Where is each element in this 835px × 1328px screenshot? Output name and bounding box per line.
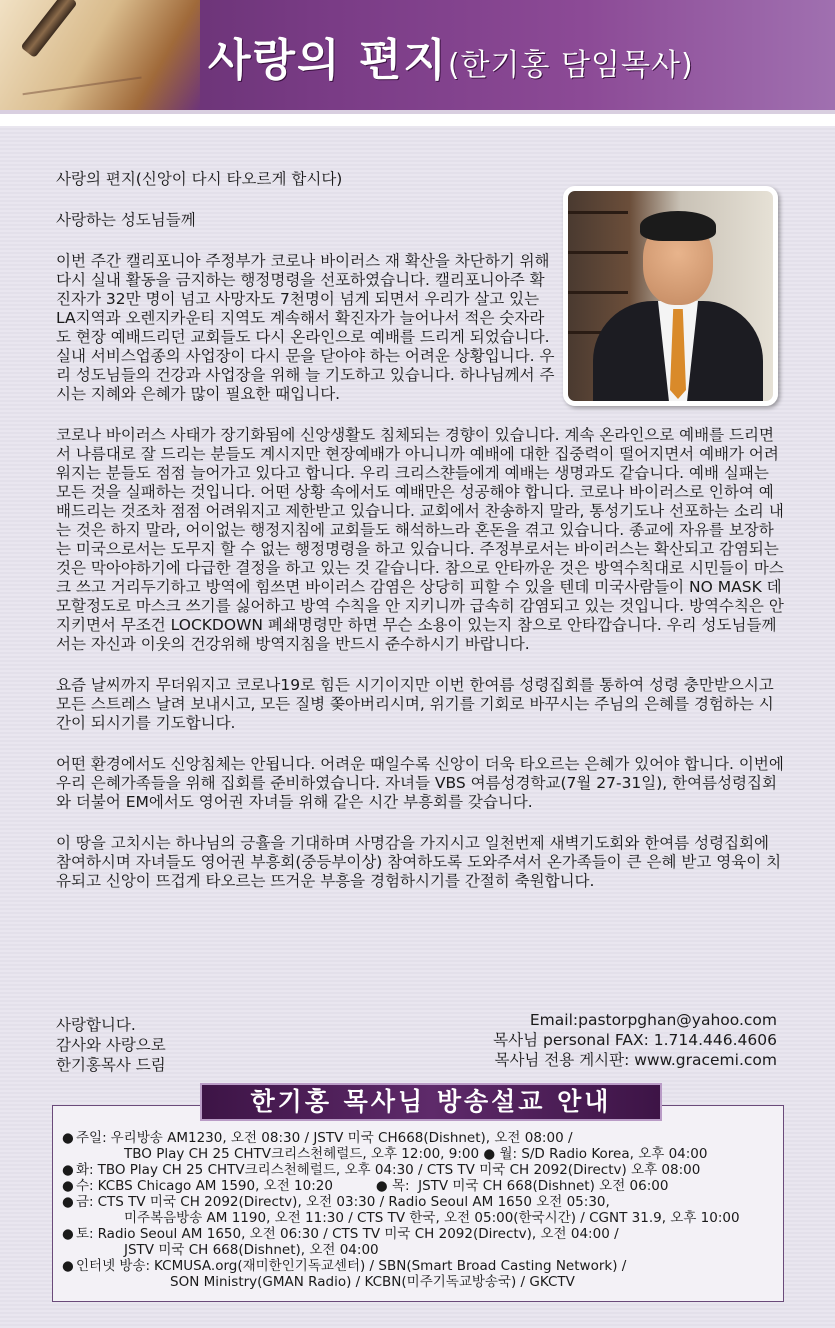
bullet-icon: ● — [62, 1178, 74, 1194]
bullet-icon: ● — [62, 1258, 74, 1274]
schedule-day: 토: — [76, 1226, 94, 1242]
closing-line: 사랑합니다. — [56, 1016, 136, 1034]
letter-closing — [56, 1015, 166, 1075]
page-title — [208, 24, 694, 88]
fountain-pen-icon — [20, 0, 77, 58]
schedule-row — [62, 1258, 782, 1290]
letter-paragraph: 이번 주간 캘리포니아 주정부가 코로나 바이러스 재 확산을 차단하기 위해 다시 실내 활동을 금지하는 행정명령을 선포하였습니다. 캘리포니아주 확진자가 32만 명이 넘고 사망자도 7천명이 넘게 되면서 우리가 살고 있는 LA지역과 오렌지카운티 지역도 계속해서 확진자가 늘어나서 적은 숫자라도 현장 예배드리던 교회들도 다시 온라인으로 예배를 드리게 되었습니다. 실내 서비스업종의 사업장이 다시 문을 닫아야 하는 어려운 상황입니다. 우리 성도님들의 건강과 사업장을 위해 늘 기도하고 있습니다. 하나님께서 주시는 지혜와 은혜가 많이 필요한 때입니다. — [56, 252, 555, 403]
schedule-text-cont: TBO Play CH 25 CHTV크리스천헤럴드, 오후 12:00, 9:00 ● 월: S/D Radio Korea, 오후 04:00 — [124, 1146, 708, 1162]
schedule-text-cont: JSTV 미국 CH 668(Dishnet), 오전 04:00 — [124, 1242, 379, 1258]
title-text: 사랑의 편지 — [208, 35, 448, 86]
schedule-day: 화: — [76, 1162, 94, 1178]
schedule-day: 인터넷 방송: — [76, 1258, 151, 1274]
schedule-day: 금: — [76, 1194, 94, 1210]
closing-line: 감사와 사랑으로 — [56, 1036, 166, 1054]
letter-body — [56, 170, 786, 891]
website-text: 목사님 전용 게시판: www.gracemi.com — [494, 1051, 777, 1069]
letter-paragraph: 어떤 환경에서도 신앙침체는 안됩니다. 어려운 때일수록 신앙이 더욱 타오르는 은혜가 있어야 합니다. 이번에 우리 은혜가족들을 위해 집회를 준비하였습니다. 자녀들 VBS 여름성경학교(7월 27-31일), 한여름성령집회와 더불어 EM에서도 영어권 자녀들 위해 같은 시간 부흥회를 갖습니다. — [56, 755, 784, 811]
schedule-row — [62, 1226, 782, 1258]
schedule-day: 주일: — [76, 1130, 107, 1146]
schedule-text: KCBS Chicago AM 1590, 오전 10:20 ● 목: JSTV 미국 CH 668(Dishnet) 오전 06:00 — [97, 1178, 669, 1194]
page-header — [0, 0, 835, 110]
letter-paragraph: 요즘 날씨까지 무더워지고 코로나19로 힘든 시기이지만 이번 한여름 성령집회를 통하여 성령 충만받으시고 모든 스트레스 날려 보내시고, 모든 질병 쫒아버리시며, 위기를 기회로 바꾸시는 주님의 은혜를 경험하는 시간이 되시기를 기도합니다. — [56, 676, 774, 732]
email-text: Email:pastorpghan@yahoo.com — [529, 1011, 777, 1029]
letter-paragraph: 이 땅을 고치시는 하나님의 긍휼을 기대하며 사명감을 가지시고 일천번제 새벽기도회와 한여름 성령집회에 참여하시며 자녀들도 영어권 부흥회(중등부이상) 참여하도록 도와주셔서 온가족들이 큰 은혜 받고 영육이 치유되고 신앙이 뜨겁게 타오르는 뜨거운 부흥을 경험하시기를 간절히 축원합니다. — [56, 834, 782, 890]
schedule-text-cont: 미주복음방송 AM 1190, 오전 11:30 / CTS TV 한국, 오전 05:00(한국시간) / CGNT 31.9, 오후 10:00 — [124, 1210, 740, 1226]
schedule-text-cont: SON Ministry(GMAN Radio) / KCBN(미주기독교방송국) / GKCTV — [170, 1274, 575, 1290]
schedule-text: 우리방송 AM1230, 오전 08:30 / JSTV 미국 CH668(Dishnet), 오전 08:00 / — [110, 1130, 573, 1146]
letter-greeting: 사랑하는 성도님들께 — [56, 211, 196, 229]
bullet-icon: ● — [62, 1226, 74, 1242]
schedule-row — [62, 1130, 782, 1162]
contact-info — [493, 1010, 777, 1070]
schedule-row — [62, 1162, 782, 1178]
schedule-day: 수: — [76, 1178, 94, 1194]
letter-writing-image — [0, 0, 200, 110]
schedule-text: TBO Play CH 25 CHTV크리스천헤럴드, 오후 04:30 / CTS TV 미국 CH 2092(Directv) 오후 08:00 — [97, 1162, 701, 1178]
title-subtitle: (한기홍 담임목사) — [447, 48, 694, 83]
schedule-row — [62, 1178, 782, 1194]
schedule-text: CTS TV 미국 CH 2092(Directv), 오전 03:30 / Radio Seoul AM 1650 오전 05:30, — [97, 1194, 610, 1210]
fax-text: 목사님 personal FAX: 1.714.446.4606 — [493, 1031, 777, 1049]
bullet-icon: ● — [62, 1162, 74, 1178]
schedule-row — [62, 1194, 782, 1226]
broadcast-banner: 한기홍 목사님 방송설교 안내 — [200, 1083, 662, 1121]
letter-heading: 사랑의 편지(신앙이 다시 타오르게 합시다) — [56, 170, 343, 188]
broadcast-schedule — [62, 1130, 782, 1290]
bullet-icon: ● — [62, 1130, 74, 1146]
header-divider-shadow — [0, 110, 835, 114]
letter-paragraph: 코로나 바이러스 사태가 장기화됨에 신앙생활도 침체되는 경향이 있습니다. 계속 온라인으로 예배를 드리면서 나름대로 잘 드리는 분들도 계시지만 현장예배가 아니니까 예배에 대한 집중력이 떨어지면서 예배가 어려워지는 분들도 점점 늘어가고 있다고 합니다. 우리 크리스챤들에게 예배는 생명과도 같습니다. 예배 실패는 모든 것을 실패하는 것입니다. 어떤 상황 속에서도 예배만은 성공해야 합니다. 코로나 바이러스로 인하여 예배드리는 것조차 점점 어려워지고 제한받고 있습니다. 교회에서 찬송하지 말라, 통성기도나 선포하는 소리 내는 것은 하지 말라, 어이없는 행정지침에 교회들도 해석하느라 혼돈을 겪고 있습니다. 종교에 자유를 보장하는 미국으로서는 도무지 할 수 없는 행정명령을 하고 있습니다. 주정부로서는 바이러스는 확산되고 감염되는 것은 막아야하기에 다급한 결정을 하고 있는 것 같습니다. 참으로 안타까운 것은 방역수칙대로 시민들이 마스크 쓰고 거리두기하고 방역에 힘쓰면 바이러스 감염은 상당히 피할 수 있을 텐데 미국사람들이 NO MASK 데모할정도로 마스크 쓰기를 싫어하고 방역 수칙을 안 지키니까 급속히 감염되고 있는 것입니다. 방역수칙은 안 지키면서 무조건 LOCKDOWN 폐쇄명령만 하면 무슨 소용이 있는지 참으로 안타깝습니다. 우리 성도님들께서는 자신과 이웃의 건강위해 방역지침을 반드시 준수하시기 바랍니다. — [56, 426, 784, 653]
bullet-icon: ● — [62, 1194, 74, 1210]
schedule-text: Radio Seoul AM 1650, 오전 06:30 / CTS TV 미국 CH 2092(Directv), 오전 04:00 / — [97, 1226, 619, 1242]
signature: 한기홍목사 드림 — [56, 1056, 166, 1074]
schedule-text: KCMUSA.org(재미한인기독교센터) / SBN(Smart Broad Casting Network) / — [154, 1258, 627, 1274]
